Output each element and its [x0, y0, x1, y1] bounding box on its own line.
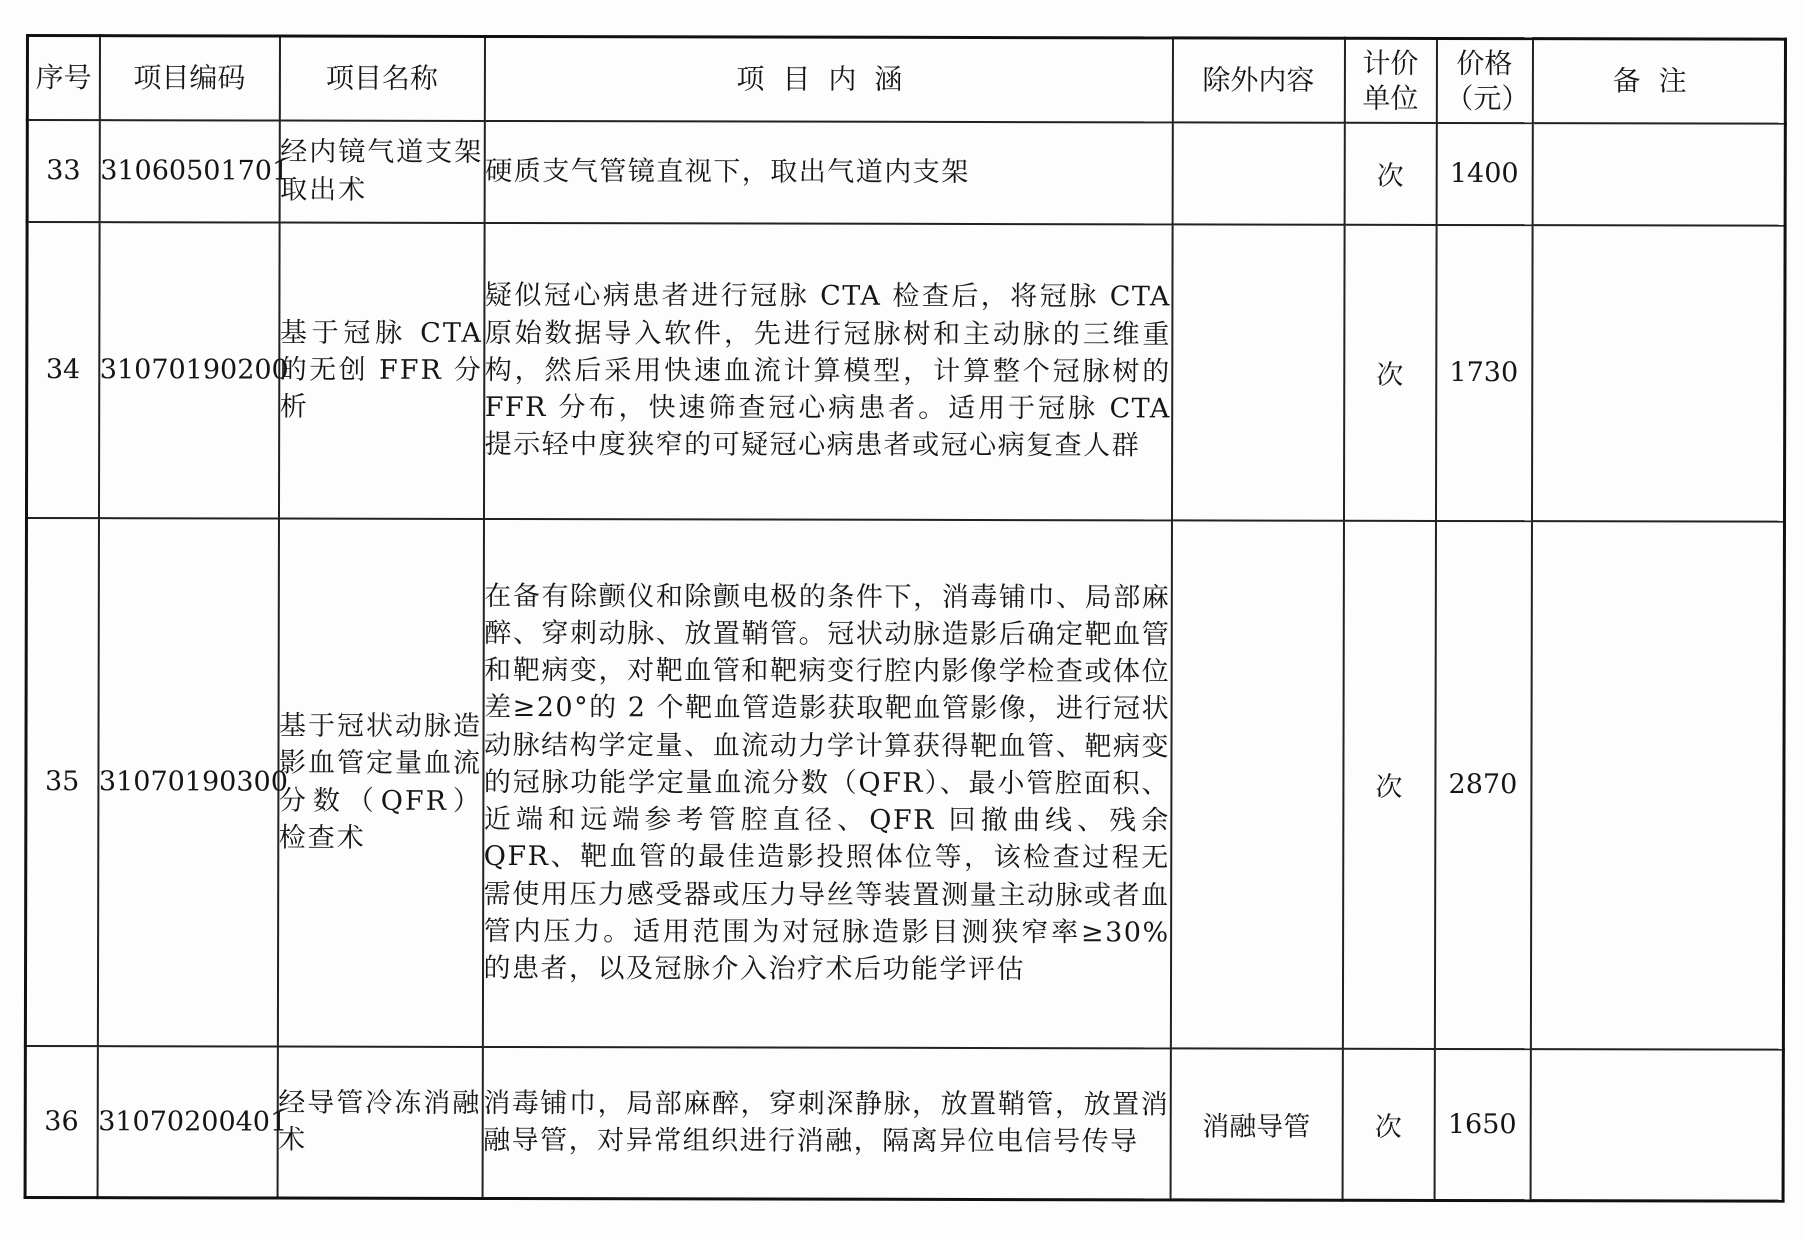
cell-exclusion	[1170, 520, 1343, 1048]
cell-unit: 次	[1344, 122, 1436, 224]
cell-exclusion: 消融导管	[1170, 1048, 1342, 1200]
table-row	[26, 222, 1785, 522]
table-row	[25, 518, 1784, 1050]
cell-exclusion	[1171, 224, 1344, 520]
cell-content: 硬质支气管镜直视下，取出气道内支架	[484, 120, 1172, 223]
header-seq: 序号	[27, 36, 99, 120]
header-remark: 备注	[1532, 39, 1785, 124]
cell-price: 1400	[1436, 122, 1532, 224]
table-header-row	[27, 36, 1785, 124]
cell-content: 消毒铺巾，局部麻醉，穿刺深静脉，放置鞘管，放置消融导管，对异常组织进行消融，隔离异位电信号传导	[482, 1046, 1170, 1199]
cell-content: 疑似冠心病患者进行冠脉 CTA 检查后，将冠脉 CTA 原始数据导入软件，先进行冠脉树和主动脉的三维重构，然后采用快速血流计算模型，计算整个冠脉树的 FFR 分布，快速筛查冠心病患者。适用于冠脉 CTA 提示轻中度狭窄的可疑冠心病患者或冠心病复查人群	[483, 222, 1172, 519]
cell-price: 1650	[1434, 1048, 1530, 1200]
cell-seq: 36	[25, 1046, 97, 1198]
cell-seq: 35	[25, 518, 98, 1046]
cell-content: 在备有除颤仪和除颤电极的条件下，消毒铺巾、局部麻醉、穿刺动脉、放置鞘管。冠状动脉造影后确定靶血管和靶病变，对靶血管和靶病变行腔内影像学检查或体位差≥20°的 2 个靶血管造影获取靶血管影像，进行冠状动脉结构学定量、血流动力学计算获得靶血管、靶病变的冠脉功能学定量血流分数（QFR）、最小管腔面积、近端和远端参考管腔直径、QFR 回撤曲线、残余 QFR、靶血管的最佳造影投照体位等，该检查过程无需使用压力感受器或压力导丝等装置测量主动脉或者血管内压力。适用范围为对冠脉造影目测狭窄率≥30%的患者，以及冠脉介入治疗术后功能学评估	[482, 518, 1171, 1047]
cell-price: 1730	[1435, 224, 1532, 520]
cell-name: 经导管冷冻消融术	[277, 1046, 482, 1198]
header-unit: 计价单位	[1344, 38, 1436, 122]
price-table	[24, 34, 1787, 1203]
cell-exclusion	[1172, 122, 1344, 224]
cell-price: 2870	[1434, 520, 1531, 1048]
header-price: 价格（元）	[1436, 38, 1532, 122]
cell-seq: 33	[27, 120, 99, 222]
cell-remark	[1530, 1049, 1783, 1202]
table-row	[27, 120, 1785, 226]
cell-code: 31070190200	[98, 222, 279, 518]
cell-name: 经内镜气道支架取出术	[279, 120, 484, 222]
header-exclusion: 除外内容	[1172, 38, 1344, 122]
header-content: 项目内涵	[484, 36, 1172, 121]
cell-remark	[1532, 123, 1785, 226]
header-code: 项目编码	[99, 36, 279, 120]
table-row	[25, 1046, 1783, 1202]
cell-code: 31070190300	[97, 518, 278, 1046]
cell-unit: 次	[1342, 520, 1435, 1048]
header-name: 项目名称	[279, 36, 484, 120]
cell-code: 31070200401	[97, 1046, 277, 1198]
cell-code: 31060501701	[99, 120, 279, 222]
cell-unit: 次	[1342, 1048, 1434, 1200]
cell-name: 基于冠状动脉造影血管定量血流分数（QFR）检查术	[277, 518, 483, 1046]
cell-remark	[1530, 521, 1784, 1050]
cell-name: 基于冠脉 CTA 的无创 FFR 分析	[278, 222, 484, 518]
cell-unit: 次	[1343, 224, 1436, 520]
cell-remark	[1531, 225, 1785, 522]
cell-seq: 34	[26, 222, 99, 518]
